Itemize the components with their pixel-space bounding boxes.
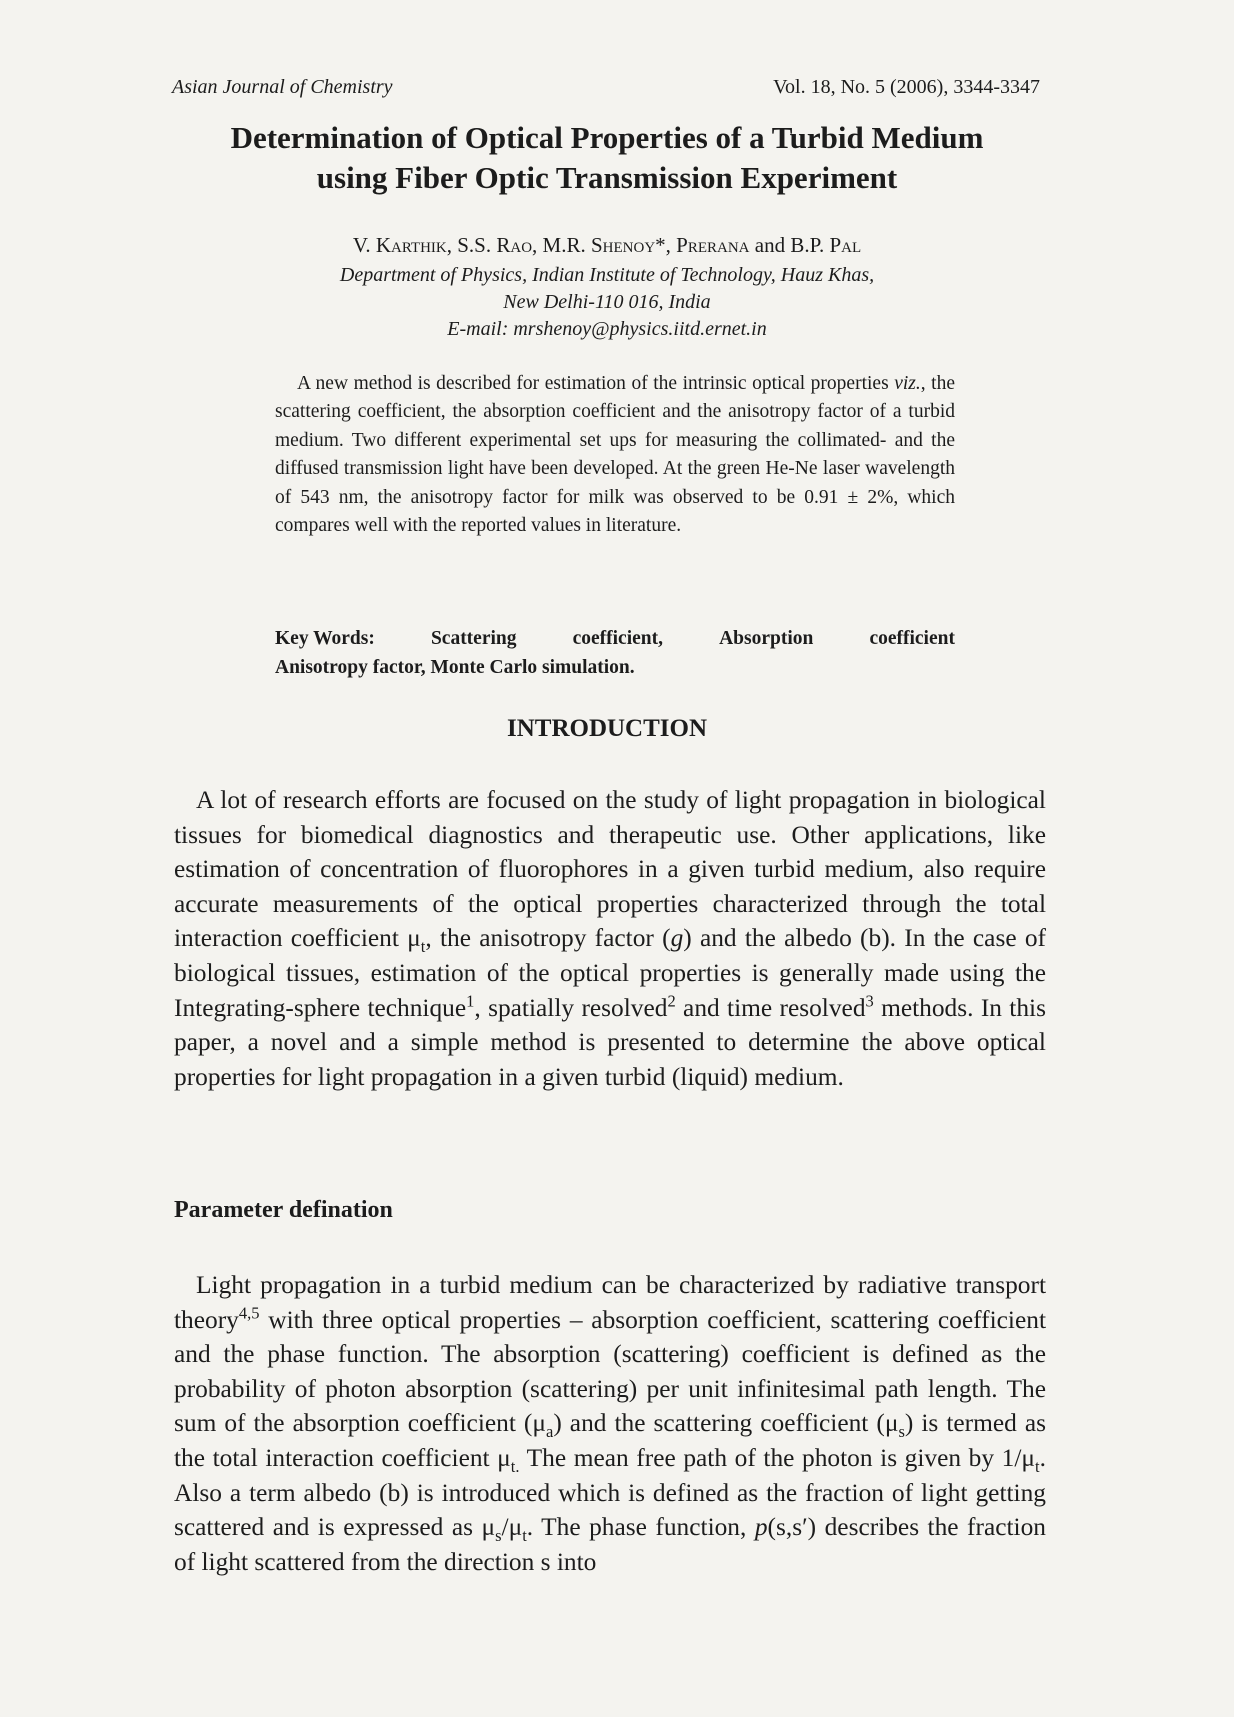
title-line-2: using Fiber Optic Transmission Experiment [316, 160, 898, 195]
body-text: ) is termed as the total interaction coefficient μ [174, 1409, 1046, 1472]
body-text: . The phase function, [526, 1513, 755, 1542]
abstract-text: A new method is described for estimation of the intrinsic optical properties [297, 373, 895, 394]
body-text: and time resolved [675, 993, 866, 1022]
subscript: t [1035, 1457, 1040, 1477]
affiliation-line-2: New Delhi-110 016, India [503, 291, 711, 313]
section-heading-introduction: INTRODUCTION [506, 715, 708, 742]
citation-ref: 3 [865, 991, 874, 1011]
subscript: s [898, 1422, 905, 1442]
body-text: /μ [501, 1513, 523, 1542]
author-text: *, P [655, 233, 688, 257]
author-text: ao [510, 233, 533, 257]
title-line-1: Determination of Optical Properties of a Turbid Medium [230, 120, 984, 155]
author-email: E-mail: mrshenoy@physics.iitd.ernet.in [447, 318, 767, 340]
keywords-line-2: Anisotropy factor, Monte Carlo simulation. [275, 657, 635, 678]
body-text: (s,s′) describes the fraction of light scattered from the direction s into [174, 1513, 1046, 1576]
author-text: henoy [602, 233, 656, 257]
affiliation-line-1: Department of Physics, Indian Institute of Technology, Hauz Khas, [339, 264, 875, 286]
section-heading-parameter: Parameter defination [174, 1197, 393, 1223]
author-list [172, 231, 1042, 259]
body-text: ) and the scattering coefficient (μ [553, 1409, 899, 1438]
body-text: A lot of research efforts are focused on the study of light propagation in biological tissues for biomedical diagnostics and therapeutic use. Other applications, like estimation of concentration of fluorophores in a given turbid medium, also require accurate measurements of the optical properties characterized through the total interaction coefficient μ [174, 786, 1046, 953]
abstract-text: viz. [894, 373, 921, 394]
body-text: ) and the albedo (b). In the case of biological tissues, estimation of the optical properties is generally made using the Integrating-sphere technique [174, 924, 1047, 1022]
keywords [275, 624, 955, 682]
author-text: al [841, 233, 862, 257]
keyword: Absorption [719, 628, 814, 649]
keyword: Scattering [430, 628, 517, 649]
abstract [275, 370, 955, 540]
subscript: t [420, 937, 426, 957]
keywords-label: Key Words: [275, 628, 375, 649]
journal-name: Asian Journal of Chemistry [172, 76, 393, 98]
keywords-line-1 [275, 624, 955, 653]
author-text: , S.S. R [446, 233, 511, 257]
body-text: . Also a term albedo (b) is introduced which is defined as the fraction of light getting scattered and is expressed as μ [174, 1443, 1046, 1542]
author-text: , M.R. S [532, 233, 603, 257]
citation-ref: 4,5 [238, 1303, 260, 1323]
subscript: t. [510, 1457, 520, 1477]
author-text: rerana [687, 233, 750, 257]
body-text: with three optical properties – absorption coefficient, scattering coefficient and the phase function. The absorption (scattering) coefficient is defined as the probability of photon absorption (scattering) per unit infinitesimal path length. The sum of the absorption coefficient (μ [174, 1305, 1046, 1438]
body-text: Light propagation in a turbid medium can be characterized by radiative transport theory [174, 1271, 1046, 1334]
author-text: and B.P. P [749, 233, 842, 257]
volume-info: Vol. 18, No. 5 (2006), 3344-3347 [773, 76, 1040, 98]
subscript: a [545, 1422, 554, 1442]
paper-title [172, 118, 1042, 198]
keyword: coefficient, [572, 628, 663, 649]
abstract-text: , the scattering coefficient, the absorption coefficient and the anisotropy factor of a turbid medium. Two different experimental set ups for measuring the collimated- and the diffused transmission light have been developed. At the green He-Ne laser wavelength of 543 nm, the anisotropy factor for milk was observed to be 0.91 ± 2%, which compares well with the reported values in literature. [275, 373, 955, 537]
symbol: p [754, 1513, 768, 1542]
subscript: t [522, 1526, 527, 1546]
keyword: coefficient [869, 628, 955, 649]
running-header [172, 76, 1040, 106]
body-text: The mean free path of the photon is given by 1/μ [519, 1443, 1036, 1472]
parameter-paragraph [174, 1268, 1046, 1579]
author-text: arthik [390, 233, 447, 257]
body-text: , the anisotropy factor ( [425, 924, 671, 953]
author-text: V. K [352, 233, 391, 257]
introduction-paragraph [174, 783, 1046, 1094]
symbol: g [670, 924, 684, 953]
body-text: methods. In this paper, a novel and a simple method is presented to determine the above optical properties for light propagation in a given turbid (liquid) medium. [174, 993, 1046, 1091]
citation-ref: 1 [466, 991, 475, 1011]
subscript: s [495, 1526, 502, 1546]
body-text: , spatially resolved [474, 993, 668, 1022]
citation-ref: 2 [667, 991, 676, 1011]
